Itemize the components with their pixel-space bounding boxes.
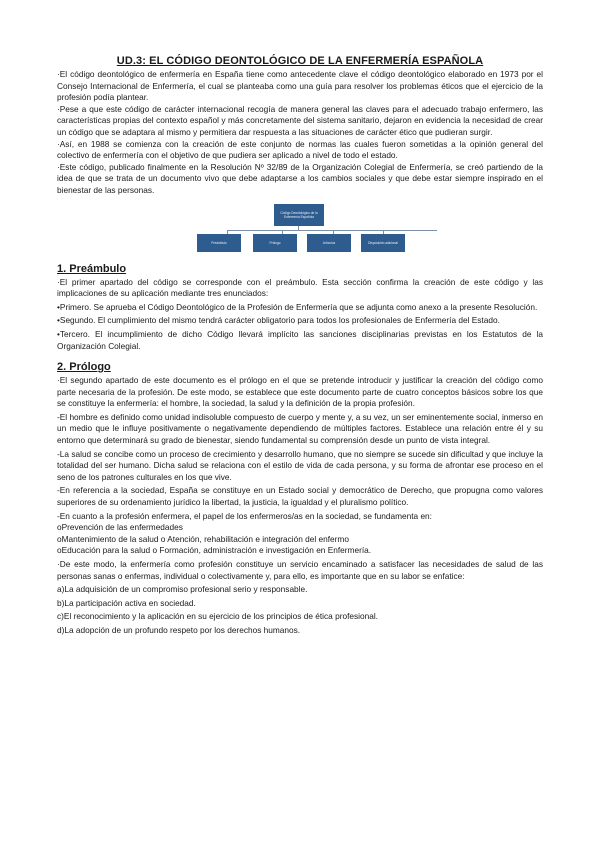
diagram-connector <box>227 230 437 231</box>
prologo-paragraph: -El hombre es definido como unidad indisoluble compuesto de cuerpo y mente y, a su vez, un ser eminentemente social, inmerso en un medio que le influye positivamente o negativamente dependiendo de múltiples factores. Establece una relación entre él y su entorno que determinará su grado de bienestar, siendo fundamental su comprensión desde un punto de vista integral. <box>57 411 543 446</box>
prologo-emphasis-item: b)La participación activa en sociedad. <box>57 597 196 608</box>
intro-paragraph: ·El código deontológico de enfermería en España tiene como antecedente clave el código deontológico elaborado en 1973 por el Consejo Internacional de Enfermería, el cual se planteaba como una guía para resolver los problemas éticos que el ejercicio de la profesión podía plantear. <box>57 69 543 103</box>
prologo-emphasis-item: c)El reconocimiento y la aplicación en su ejercicio de los principios de ética profesional. <box>57 611 378 622</box>
prologo-role-item: oPrevención de las enfermedades <box>57 522 183 533</box>
prologo-paragraph: ·El segundo apartado de este documento es el prólogo en el que se pretende introducir y justificar la creación del código como parte necesaria de la profesión. De este modo, se establece que este documento parte de cuatro conceptos básicos sobre los que se constituye la enfermería: el hombre, la sociedad, la salud y la definición de la propia profesión. <box>57 375 543 409</box>
prologo-role-item: oEducación para la salud o Formación, administración e investigación en Enfermería. <box>57 545 372 556</box>
prologo-paragraph: -La salud se concibe como un proceso de crecimiento y desarrollo humano, que no siempre se sucede sin dificultad y que incluye la totalidad del ser humano. Dicha salud se relaciona con el estilo de vida de cada persona, y su forma de afrontar ese proceso en el seno de los patrones culturales en los que vive. <box>57 448 543 482</box>
preambulo-intro: ·El primer apartado del código se corresponde con el preámbulo. Esta sección confirma la creación de este código y las implicaciones de su aplicación mediante tres enunciados: <box>57 276 543 299</box>
preambulo-item: •Tercero. El incumplimiento de dicho Código llevará implícito las sanciones disciplinarias previstas en los Estatutos de la Organización Colegial. <box>57 328 543 351</box>
prologo-paragraph: -En referencia a la sociedad, España se constituye en un Estado social y democrático de Derecho, que propugna como valores superiores de su ordenamiento jurídico la libertad, la justicia, la igualdad y el pluralismo político. <box>57 485 543 508</box>
intro-paragraph: ·Este código, publicado finalmente en la Resolución Nº 32/89 de la Organización Colegial de Enfermería, se creó partiendo de la idea de que se trata de un documento vivo que debe adaptarse a los cambios sociales y que debe estar siempre inspirado en el bienestar de las personas. <box>57 161 543 195</box>
section-heading-preambulo: 1. Preámbulo <box>57 262 127 275</box>
document-title: UD.3: EL CÓDIGO DEONTOLÓGICO DE LA ENFERMERÍA ESPAÑOLA <box>116 55 484 67</box>
preambulo-item: •Primero. Se aprueba el Código Deontológico de la Profesión de Enfermería que se adjunta como anexo a la presente Resolución. <box>57 301 538 312</box>
intro-paragraph: ·Así, en 1988 se comienza con la creación de este conjunto de normas las cuales fueron sometidas a la opinión general del colectivo de enfermería con el objetivo de que pudiera ser aplicado a nivel de todo el estado. <box>57 138 543 161</box>
prologo-emphasis-item: a)La adquisición de un compromiso profesional serio y responsable. <box>57 584 308 595</box>
prologo-role-item: oMantenimiento de la salud o Atención, rehabilitación e integración del enfermo <box>57 533 349 544</box>
diagram-node-disposicion: Disposición adicional <box>361 234 405 252</box>
diagram-root-node: Código Deontológico de la Enfermería Española <box>274 204 324 226</box>
preambulo-item: •Segundo. El cumplimiento del mismo tendrá carácter obligatorio para todos los profesionales de Enfermería del Estado. <box>57 315 500 326</box>
structure-diagram <box>57 204 543 254</box>
prologo-closing: ·De este modo, la enfermería como profesión constituye un servicio encaminado a satisfacer las necesidades de salud de las personas sanas o enfermas, individual o colectivamente y, para ello, es importante que en su labor se enfatice: <box>57 559 543 581</box>
prologo-emphasis-item: d)La adopción de un profundo respeto por los derechos humanos. <box>57 624 301 635</box>
document-page <box>57 55 543 637</box>
prologo-paragraph: -En cuanto a la profesión enfermera, el papel de los enfermeros/as en la sociedad, se fundamenta en: <box>57 510 432 521</box>
diagram-node-prologo: Prólogo <box>253 234 297 252</box>
diagram-node-articulos: Artículos <box>307 234 351 252</box>
intro-paragraph: ·Pese a que este código de carácter internacional recogía de manera general las claves para el adecuado trabajo enfermero, las características propias del contexto español y más concretamente del sistema sanitario, dejaron en evidencia la necesidad de crear un código que se adaptara al mismo y permitiera dar respuesta a las situaciones de carácter ético que pudieran surgir. <box>57 103 543 137</box>
diagram-node-preambulo: Preámbulo <box>197 234 241 252</box>
section-heading-prologo: 2. Prólogo <box>57 361 111 374</box>
